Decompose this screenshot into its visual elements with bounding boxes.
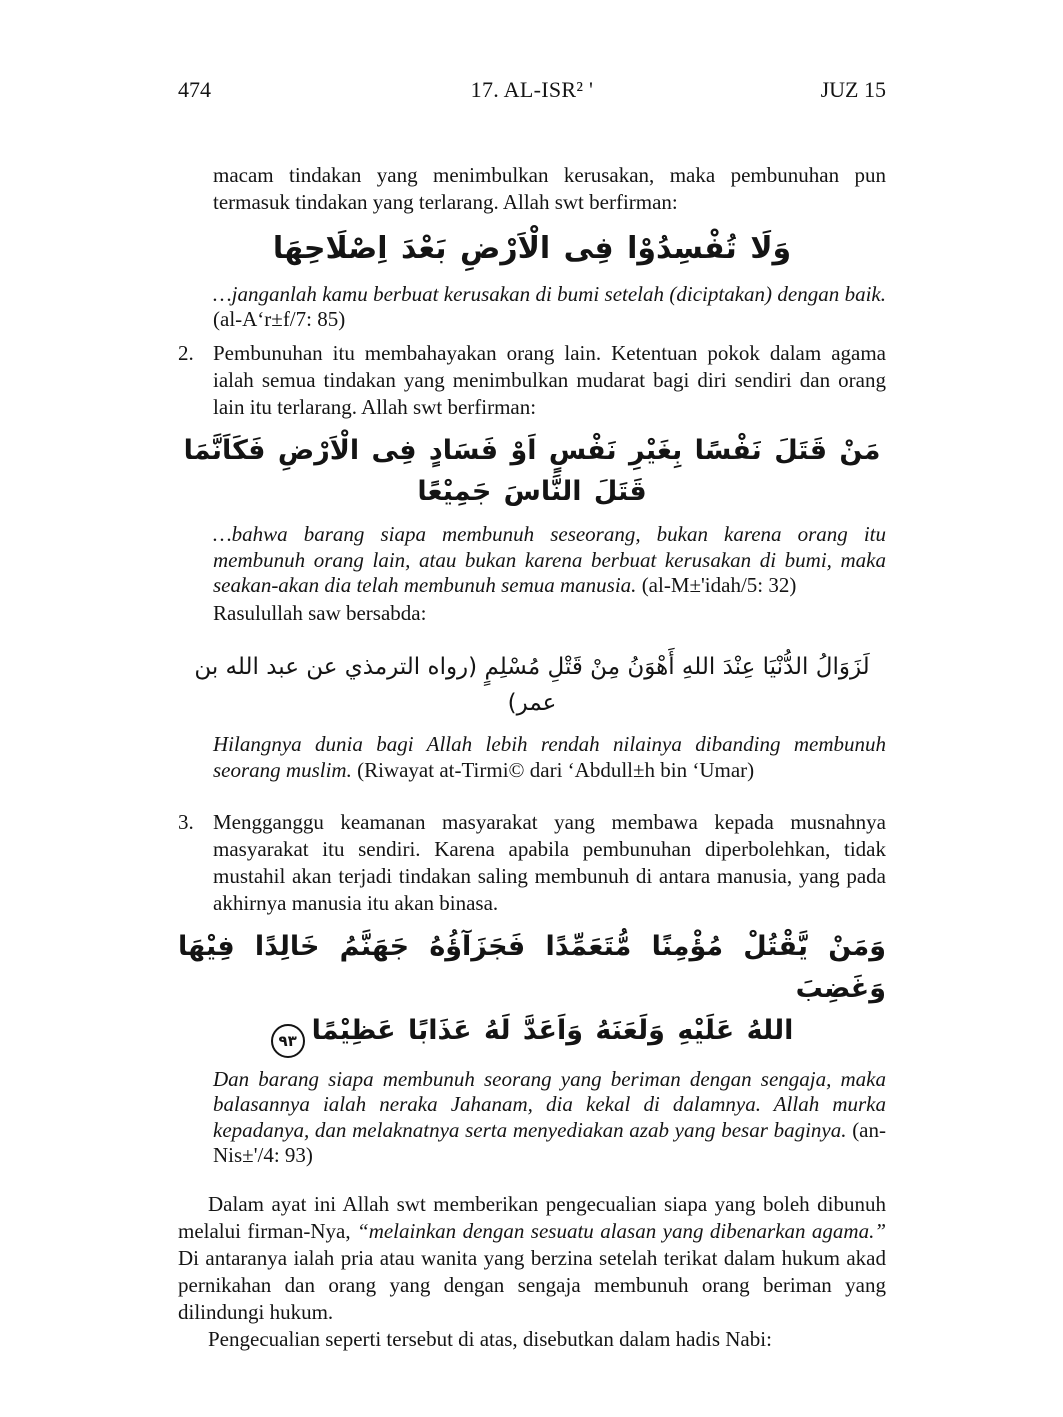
- closing-tail-text: Di antaranya ialah pria atau wanita yang berzina setelah terikat dalam hukum akad pernikahan dan orang yang dengan sengaja membunuh orang beriman yang dilindungi hukum.: [178, 1245, 886, 1324]
- list-number: 3.: [178, 810, 194, 835]
- hadith-translation: [213, 732, 886, 783]
- translation-italic-text: …bahwa barang siapa membunuh seseorang, bukan karena orang itu membunuh orang lain, atau bukan karena berbuat kerusakan di bumi, maka seakan-akan dia telah membunuh semua manusia.: [213, 522, 886, 598]
- list-item-text: Mengganggu keamanan masyarakat yang membawa kepada musnahnya masyarakat itu sendiri. Karena apabila pembunuhan diperbolehkan, tidak mustahil akan terjadi tindakan saling membunuh di antara manusia, yang pada akhirnya manusia itu akan binasa.: [213, 810, 886, 916]
- list-item-3: [178, 809, 886, 917]
- hadith-reference: (Riwayat at-Tirmi© dari ‘Abdull±h bin ‘Umar): [351, 757, 755, 782]
- closing-lead-text: Dalam ayat ini Allah swt memberikan pengecualian siapa yang boleh dibunuh melalui firman-Nya,: [178, 1191, 886, 1243]
- closing-quote-italic: “melainkan dengan sesuatu alasan yang dibenarkan agama.”: [357, 1218, 887, 1243]
- closing-paragraph: [178, 1191, 886, 1326]
- verse-translation-nisa: [213, 1067, 886, 1169]
- juz-label: JUZ 15: [820, 77, 886, 102]
- page-header: [178, 78, 886, 102]
- hadith-intro: Rasulullah saw bersabda:: [213, 600, 427, 625]
- closing-paragraph-2: Pengecualian seperti tersebut di atas, disebutkan dalam hadis Nabi:: [208, 1326, 772, 1351]
- verse-translation-araf: [213, 282, 886, 333]
- quran-verse-nisa-line2: [178, 1010, 886, 1058]
- verse-reference: (al-M±'idah/5: 32): [636, 573, 797, 598]
- list-number: 2.: [178, 340, 194, 365]
- quran-verse-nisa-line1: وَمَنْ يَّقْتُلْ مُؤْمِنًا مُّتَعَمِّدًا فَجَزَآؤُهُ جَهَنَّمُ خَالِدًا فِيْهَا وَغَضِبَ: [178, 931, 886, 1005]
- quran-verse-araf: وَلَا تُفْسِدُوْا فِى الْاَرْضِ بَعْدَ اِصْلَاحِهَا: [272, 231, 792, 266]
- page: [178, 78, 886, 1353]
- hadith-arabic: لَزَوَالُ الدُّنْيَا عِنْدَ اللهِ أَهْوَنُ مِنْ قَتْلِ مُسْلِمٍ (رواه الترمذي عن عبد الله بن عمر): [194, 653, 870, 717]
- verse-reference: (al-A‘r±f/7: 85): [213, 307, 346, 331]
- list-item-text: Pembunuhan itu membahayakan orang lain. Ketentuan pokok dalam agama ialah semua tindakan yang menimbulkan mudarat bagi diri sendiri dan orang lain itu terlarang. Allah swt berfirman:: [213, 340, 886, 419]
- quran-verse-maidah: مَنْ قَتَلَ نَفْسًا بِغَيْرِ نَفْسٍ اَوْ فَسَادٍ فِى الْاَرْضِ فَكَاَنَّمَا قَتَلَ النَّاسَ جَمِيْعًا: [183, 434, 881, 508]
- translation-italic-text: …janganlah kamu berbuat kerusakan di bumi setelah (diciptakan) dengan baik.: [213, 281, 886, 306]
- translation-italic-text: Hilangnya dunia bagi Allah lebih rendah nilainya dibanding membunuh seorang muslim.: [213, 732, 886, 782]
- translation-italic-text: Dan barang siapa membunuh seorang yang beriman dengan sengaja, maka balasannya ialah neraka Jahanam, dia kekal di dalamnya. Allah murka kepadanya, dan melaknatnya serta menyediakan azab yang besar baginya.: [213, 1066, 886, 1142]
- verse-translation-maidah: [213, 522, 886, 599]
- chapter-title: 17. AL-ISR² ': [470, 77, 594, 102]
- quran-verse-text: اللهُ عَلَيْهِ وَلَعَنَهُ وَاَعَدَّ لَهُ عَذَابًا عَظِيْمًا: [311, 1014, 794, 1046]
- page-number: 474: [178, 77, 211, 102]
- intro-paragraph: macam tindakan yang menimbulkan kerusakan, maka pembunuhan pun termasuk tindakan yang terlarang. Allah swt berfirman:: [213, 163, 886, 214]
- verse-reference: (an-Nis±'/4: 93): [213, 1117, 886, 1168]
- list-item-2: [178, 340, 886, 421]
- verse-number-badge: ٩٣: [271, 1024, 305, 1058]
